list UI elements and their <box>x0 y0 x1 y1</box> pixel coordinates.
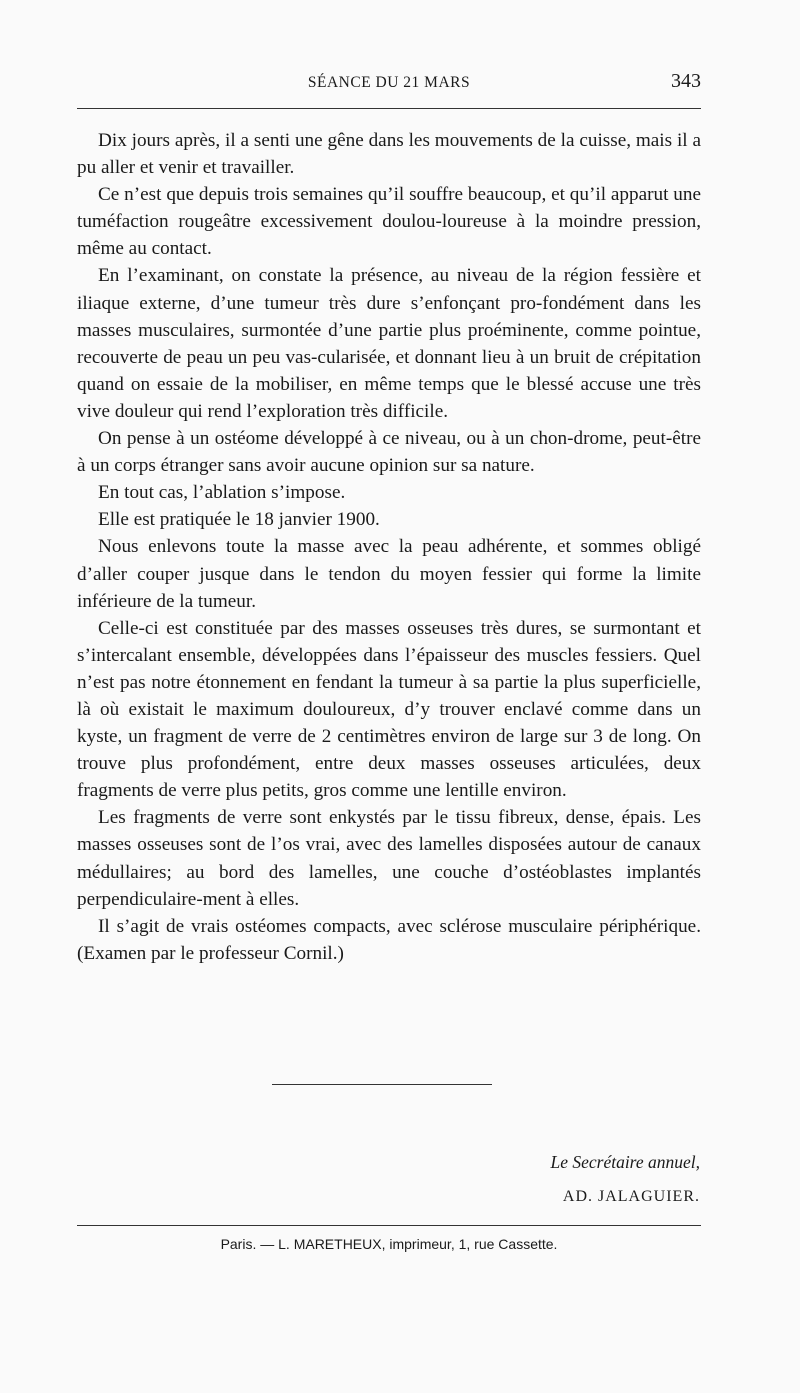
section-divider <box>272 1084 492 1085</box>
paragraph: En tout cas, l’ablation s’impose. <box>98 482 346 504</box>
paragraph: Les fragments de verre sont enkystés par le tissu fibreux, dense, épais. Les masses osseuses sont de l’os vrai, avec des lamelles disposées autour de canaux médullaires; au bord des lamelles, une couche d’ostéoblastes implantés perpendiculaire-ment à elles. <box>77 807 701 910</box>
page-header <box>77 70 701 96</box>
paragraph: Nous enlevons toute la masse avec la peau adhérente, et sommes obligé d’aller couper jusque dans le tendon du moyen fessier qui forme la limite inférieure de la tumeur. <box>77 536 701 612</box>
printer-imprint: Paris. — L. MARETHEUX, imprimeur, 1, rue Cassette. <box>220 1236 558 1252</box>
body-text <box>77 127 701 967</box>
footer-rule <box>77 1225 701 1226</box>
paragraph: Elle est pratiquée le 18 janvier 1900. <box>98 509 380 531</box>
paragraph: En l’examinant, on constate la présence, au niveau de la région fessière et iliaque externe, d’une tumeur très dure s’enfonçant pro-fondément dans les masses musculaires, surmontée d’une partie plus proéminente, comme pointue, recouverte de peau un peu vas-cularisée, et donnant lieu à un bruit de crépitation quand on essaie de la mobiliser, en même temps que le blessé accuse une très vive douleur qui rend l’exploration très difficile. <box>77 265 701 422</box>
running-title: SÉANCE DU 21 MARS <box>307 74 471 91</box>
paragraph: Il s’agit de vrais ostéomes compacts, avec sclérose musculaire périphérique. (Examen par le professeur Cornil.) <box>77 915 701 964</box>
paragraph: Celle-ci est constituée par des masses osseuses très dures, se surmontant et s’intercalant ensemble, développées dans l’épaisseur des muscles fessiers. Quel n’est pas notre étonnement en fendant la tumeur à sa partie la plus superficielle, là où existait le maximum douloureux, d’y trouver enclavé comme dans un kyste, un fragment de verre de 2 centimètres environ de large sur 3 de long. On trouve plus profondément, entre deux masses osseuses articulées, deux fragments de verre plus petits, gros comme une lentille environ. <box>77 617 701 802</box>
signature-title: Le Secrétaire annuel, <box>550 1152 700 1172</box>
paragraph: Dix jours après, il a senti une gêne dans les mouvements de la cuisse, mais il a pu aller et venir et travailler. <box>77 130 701 179</box>
paragraph: On pense à un ostéome développé à ce niveau, ou à un chon-drome, peut-être à un corps étranger sans avoir aucune opinion sur sa nature. <box>77 428 701 477</box>
header-rule <box>77 108 701 109</box>
paragraph: Ce n’est que depuis trois semaines qu’il souffre beaucoup, et qu’il apparut une tuméfaction rougeâtre excessivement doulou-loureuse à la moindre pression, même au contact. <box>77 184 701 260</box>
signature-block <box>550 1147 700 1217</box>
page-number: 343 <box>671 70 701 92</box>
signature-name: AD. JALAGUIER. <box>562 1188 700 1205</box>
